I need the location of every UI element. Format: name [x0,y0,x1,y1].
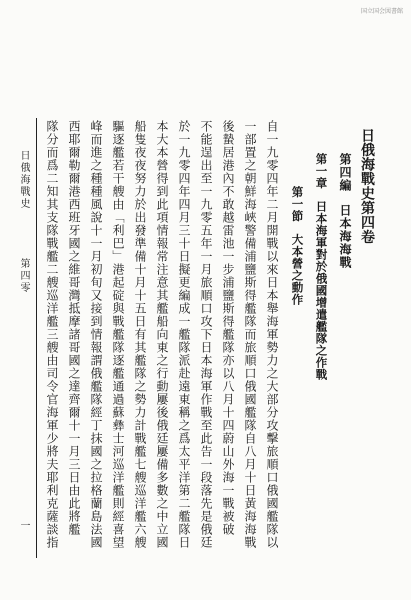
library-watermark: 国立国会図書館 [360,8,403,15]
body-line: 後蟄居港內不敢越雷池一步浦鹽斯得艦隊亦以八月十四蔚山外海一戰被破 [221,120,235,536]
part-heading [339,153,351,269]
book-title: 日俄海戰史第四卷 [359,128,375,244]
body-line: 隊分而爲二知其支隊戰艦二艘巡洋艦三艘由司令官海軍少將夫耶利克薩談指 [45,120,59,549]
body-line: 一部置之朝鮮海峽警備浦鹽斯得艦隊而旅順口俄國艦隊自八月十日黃海海戰 [243,120,257,549]
body-line: 本大本營得到此項情報常注意其艦船向東之行動屢後俄廷屢備多數之中立國 [155,120,169,549]
chapter-title: 日本海軍對於俄國增遣艦隊之作戰 [314,200,329,381]
section-number: 第一節 [290,186,305,222]
page-number: 一 [18,520,29,532]
body-line: 船隻夜夜努力於出發準備十月十五日有其艦隊之勢力計戰艦七艘巡洋艦六艘 [133,120,147,549]
chapter-number: 第一章 [314,153,329,189]
running-title: 日俄海戰史 [18,150,29,210]
section-heading [291,186,303,306]
body-line: 自一九零四年二月開戰以來日本舉海軍勢力之大部分攻擊旅順口俄國艦隊以 [265,120,279,549]
body-line: 西耶爾勒爾港西班牙國之維哥灣抵摩諸哥國之達齊爾十一月三日由此將艦 [67,120,81,536]
running-volume: 第四零 [18,258,29,294]
body-line: 不能逞出至一九零五年一月旅順口攻下日本海軍作戰至此告一段落先是俄廷 [199,120,213,549]
part-title: 日本海海戰 [338,204,352,269]
body-line: 峰而進之種種風說十一月初旬又接到情報謂俄艦隊經丁抹國之拉格蘭島法國 [89,120,103,549]
margin-rule [36,118,37,558]
part-number: 第四編 [338,153,352,192]
body-line: 驅逐艦若干艘由「利巴」港起碇與戰艦隊逐艦通過蘇彝士河巡洋艦則經喜望 [111,120,125,549]
body-line: 於一九零四年四月三十日擬更編成一艦隊派赴遠東稱之爲太平洋第二艦隊日 [177,120,191,549]
section-title: 大本營之動作 [290,233,305,306]
chapter-heading [315,153,327,381]
